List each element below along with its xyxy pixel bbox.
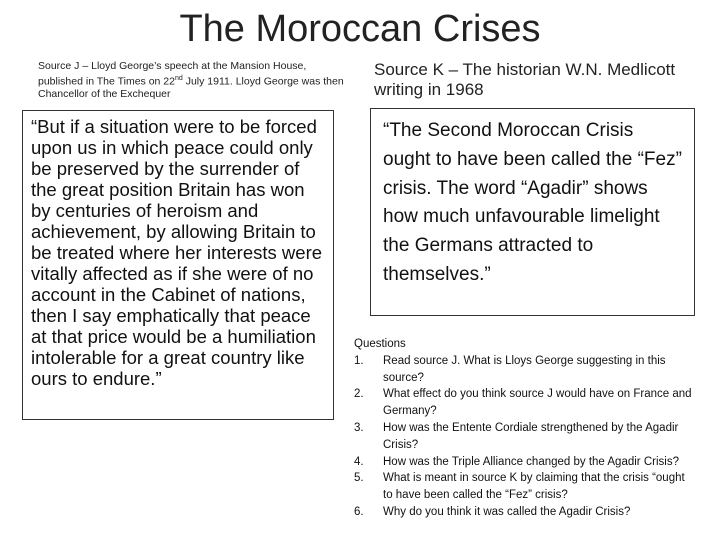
slide-title: The Moroccan Crises — [179, 8, 541, 50]
questions-heading: Questions — [354, 338, 406, 350]
question-item — [354, 470, 694, 504]
source-j-heading-sup: nd — [174, 74, 183, 82]
question-item — [354, 386, 694, 420]
question-item — [354, 504, 694, 521]
question-number: 4. — [354, 455, 364, 468]
question-text: What effect do you think source J would have on France and Germany? — [383, 388, 692, 418]
question-number: 1. — [354, 354, 364, 367]
question-item — [354, 420, 694, 454]
question-text: What is meant in source K by claiming that the crisis “ought to have been called the “Fez” crisis? — [383, 472, 685, 502]
question-text: How was the Triple Alliance changed by the Agadir Crisis? — [383, 455, 679, 468]
source-j-heading-part2: July 1911. Lloyd George was then Chancellor of the Exchequer — [38, 75, 344, 100]
source-k-heading: Source K – The historian W.N. Medlicott writing in 1968 — [374, 60, 676, 99]
source-k-quote: “The Second Moroccan Crisis ought to have been called the “Fez” crisis. The word “Agadir” shows how much unfavourable limelight the Germans attracted to themselves.” — [383, 120, 682, 285]
source-j-heading-part1: Source J – Lloyd George’s speech at the Mansion House, published in The Times on 22 — [38, 60, 307, 87]
question-number: 3. — [354, 421, 364, 434]
source-j-quote-box — [22, 110, 334, 420]
question-text: Why do you think it was called the Agadir Crisis? — [383, 505, 631, 518]
source-j-heading — [38, 60, 348, 100]
question-number: 5. — [354, 472, 364, 485]
question-item — [354, 454, 694, 471]
question-number: 6. — [354, 505, 364, 518]
questions-section — [354, 336, 694, 521]
question-text: How was the Entente Cordiale strengthened by the Agadir Crisis? — [383, 421, 679, 451]
question-number: 2. — [354, 388, 364, 401]
question-item — [354, 353, 694, 387]
source-k-quote-box — [370, 108, 695, 316]
question-text: Read source J. What is Lloys George suggesting in this source? — [383, 354, 666, 384]
source-j-quote: “But if a situation were to be forced upon us in which peace could only be preserved by the surrender of the great position Britain has won by centuries of heroism and achievement, by allowing Britain to be treated where her interests were vitally affected as if she were of no account in the Cabinet of nations, then I say emphatically that peace at that price would be a humiliation intolerable for a great country like ours to endure.” — [31, 116, 323, 389]
